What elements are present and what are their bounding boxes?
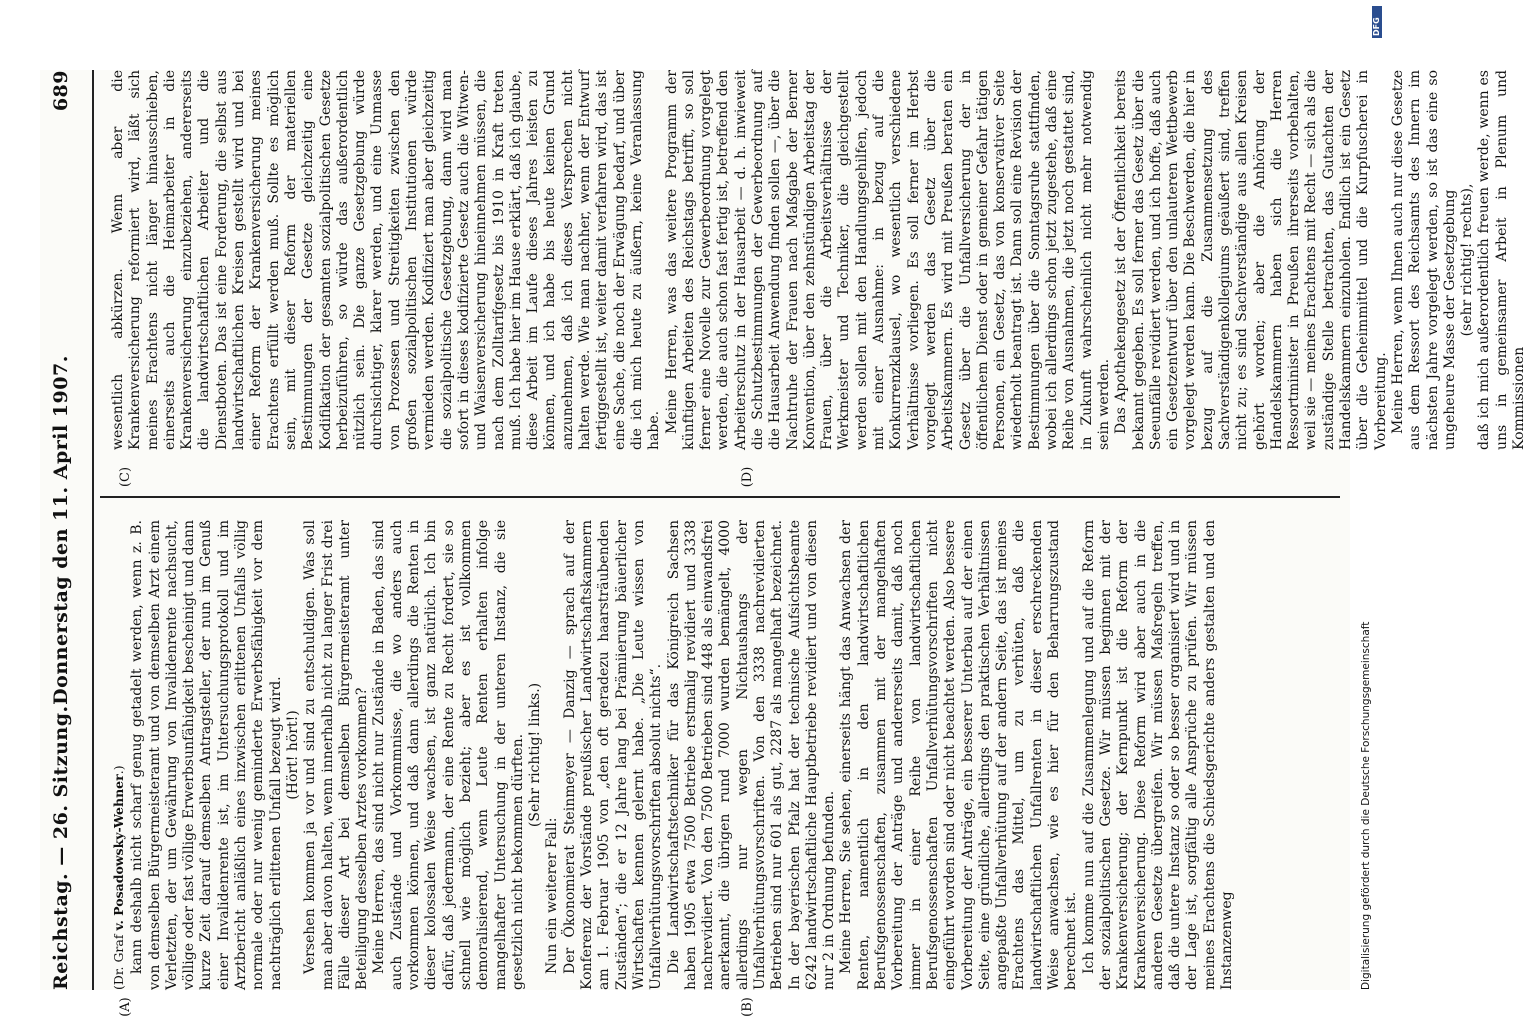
paragraph: daß ich mich außerordentlich freuen werde, wenn es uns in gemeinsamer Arbeit in Plenum und Kommissionen <box>1476 70 1528 450</box>
speaker-suffix: .) <box>111 765 126 775</box>
paragraph: Meine Herren, Sie sehen, einerseits hängt das Anwachsen der Renten, namentlich in den landwirtschaftlichen Berufsgenossenschaften, zusammen mit der mangelhaften Vorbereitung der Anträge und andererseits damit, daß noch immer in einer Reihe von landwirtschaftlichen Berufsgenossenschaften Unfallverhütungsvorschriften nicht eingeführt worden sind oder nicht beachtet werden. Also bessere Vorbereitung der Anträge, ein besserer Unterbau auf der einen Seite, eine gründliche, allerdings den praktischen Verhältnissen angepaßte Unfallverhütung auf der andern Seite, das ist meines Erachtens das Mittel, um zu verhüten, daß die landwirtschaftlichen Unfallrenten in dieser erschreckenden Weise anwachsen, wie es hier für den Beharrungszustand berechnet ist. <box>838 520 1080 990</box>
dfg-logo-text: DFG <box>1372 17 1381 36</box>
header-date: Donnerstag den 11. April 1907. <box>50 355 72 705</box>
paragraph: Das Apothekengesetz ist der Öffentlichkeit bereits bekannt gegeben. Es soll ferner das Gesetz über die Seeunfälle revidiert werden, und ich hoffe, daß auch ein Gesetzentwurf über den unlauteren Wettbewerb vorgelegt werden kann. Die Beschwerden, die hier in bezug auf die Zusammensetzung des Sachverständigenkollegiums geäußert sind, treffen nicht zu; es sind Sachverständige aus allen Kreisen gehört worden; aber die Anhörung der Handelskammern haben sich die Herren Ressortminister in Preußen ihrerseits vorbehalten, weil sie — meines Erachtens mit Recht — sich als die zuständige Stelle betrachten, das Gutachten der Handelskammern einzuholen. Endlich ist ein Gesetz über die Geheimmittel und die Kurpfuscherei in Vorbereitung. <box>1113 70 1389 450</box>
margin-marker-b: (B) <box>740 997 755 1017</box>
paragraph: Meine Herren, wenn Ihnen auch nur diese Gesetze aus dem Ressort des Reichsamts des Innern im nächsten Jahre vorgelegt werden, so ist das eine so ungeheure Masse der Gesetzgebung <box>1389 70 1458 450</box>
paragraph: Meine Herren, was das weitere Programm der künftigen Arbeiten des Reichstags betrifft, so soll ferner eine Novelle zur Gewerbeordnung vorgelegt werden, die auch schon fast fertig ist, betreffend den Arbeiterschutz in der Hausarbeit — d. h. inwieweit die Schutzbestimmungen der Gewerbeordnung auf die Hausarbeit Anwendung finden sollen —, über die Nachtruhe der Frauen nach Maßgabe der Berner Konvention, über den zehnstündigen Arbeitstag der Frauen, über die Arbeitsverhältnisse der Werkmeister und Techniker, die gleichgestellt werden sollen mit den Handlungsgehilfen, jedoch mit einer Ausnahme: in bezug auf die Konkurrenzklausel, wo wesentlich verschiedene Verhältnisse vorliegen. Es soll ferner im Herbst vorgelegt werden das Gesetz über die Arbeitskammern. Es wird mit Preußen beraten ein Gesetz über die Unfallversicherung der in öffentlichem Dienst oder in gemeiner Gefahr tätigen Personen, ein Gesetz, das von konservativer Seite wiederholt beantragt ist. Dann soll eine Revision der Bestimmungen über die Sonntagsruhe stattfinden, wobei ich allerdings schon jetzt zugestehe, daß eine Reihe von Ausnahmen, die jetzt noch gestattet sind, in Zukunft wahrscheinlich nicht mehr notwendig sein werden. <box>663 70 1112 450</box>
interjection: (Hört! hört!) <box>284 710 301 800</box>
interjection: (Sehr richtig! links.) <box>527 682 544 828</box>
paragraph: Ich komme nun auf die Zusammenlegung und auf die Reform der sozialpolitischen Gesetze. Wir müssen beginnen mit der Krankenversicherung; der Kernpunkt ist die Reform der Krankenversicherung. Diese Reform wird aber auch in die anderen Gesetze übergreifen. Wir müssen Maßregeln treffen, daß die untere Instanz so oder so besser organisiert wird und in der Lage ist, sorgfältig alle Ansprüche zu prüfen. Wir müssen meines Erachtens die Schiedsgerichte anders gestalten und den Instanzenweg <box>1080 520 1235 990</box>
column-divider <box>100 497 1340 499</box>
header-rule <box>92 70 94 990</box>
digitization-credit: Digitalisierung gefördert durch die Deutsche Forschungsgemeinschaft <box>1360 621 1372 990</box>
speaker-prefix: (Dr. Graf <box>111 930 126 990</box>
paragraph: kann deshalb nicht scharf genug getadelt werden, wenn z. B. von demselben Bürgermeisteramt und von demselben Arzt einem Verletzten, der um Gewährung von Invalidenrente nachsucht, völlige oder fast völlige Erwerbsunfähigkeit bescheinigt und dann kurze Zeit darauf demselben Antragsteller, der nun im Genuß einer Invalidenrente ist, im Untersuchungsprotokoll und im Arztbericht anläßlich eines inzwischen erlittenen Unfalls völlig normale oder nur wenig geminderte Erwerbsfähigkeit vor dem nachträglich erlittenen Unfall bezeugt wird. <box>129 520 284 990</box>
header-left: Reichstag. — 26. Sitzung. <box>50 705 72 990</box>
left-column <box>110 520 1340 990</box>
paragraph: Nun ein weiterer Fall: <box>544 817 561 974</box>
speaker-name: v. Posadowsky-Wehner <box>111 774 126 931</box>
margin-marker-c: (C) <box>118 466 133 488</box>
margin-marker-a: (A) <box>118 997 133 1017</box>
page-number: 689 <box>50 70 72 112</box>
paragraph: Versehen kommen ja vor und sind zu entschuldigen. Was soll man aber davon halten, wenn innerhalb nicht zu langer Frist drei Fälle dieser Art bei demselben Bürgermeisteramt unter Beteiligung desselben Arztes vorkommen? <box>302 520 371 990</box>
right-column <box>110 70 1528 450</box>
dfg-logo <box>1372 6 1382 38</box>
paragraph: Der Ökonomierat Steinmeyer — Danzig — sprach auf der Konferenz der Vorstände preußischer Landwirtschaftskammern am 1. Februar 1905 von „den oft geradezu haarsträubenden Zuständen“; die er 12 Jahre lang bei Prämiierung bäuerlicher Wirtschaften kennen gelernt habe. „Die Leute wissen von Unfallverhütungsvorschriften absolut nichts“. <box>561 520 665 990</box>
margin-marker-d: (D) <box>740 466 755 488</box>
paragraph: Die Landwirtschaftstechniker für das Königreich Sachsen haben 1905 etwa 7500 Betriebe erstmalig revidiert und 3338 nachrevidiert. Von den 7500 Betrieben sind 448 als einwandsfrei anerkannt, die übrigen rund 7000 wurden bemängelt, 4000 allerdings nur wegen Nichtaushangs der Unfallverhütungsvorschriften. Von den 3338 nachrevidierten Betrieben sind nur 601 als gut, 2287 als mangelhaft bezeichnet. In der bayerischen Pfalz hat der technische Aufsichtsbeamte 6242 landwirtschaftliche Hauptbetriebe revidiert und von diesen nur 2 in Ordnung befunden. <box>665 520 838 990</box>
paragraph: wesentlich abkürzen. Wenn aber die Krankenversicherung reformiert wird, läßt sich meines Erachtens nicht länger hinausschieben, einerseits auch die Heimarbeiter in die Krankenversicherung einzubeziehen, andererseits die landwirtschaftlichen Arbeiter und die Dienstboten. Das ist eine Forderung, die selbst aus landwirtschaftlichen Kreisen gestellt wird und bei einer Reform der Krankenversicherung meines Erachtens erfüllt werden muß. Sollte es möglich sein, mit dieser Reform der materiellen Bestimmungen der Gesetze gleichzeitig eine Kodifikation der gesamten sozialpolitischen Gesetze herbeizuführen, so würde das außerordentlich nützlich sein. Die ganze Gesetzgebung würde durchsichtiger, klarer werden, und eine Unmasse von Prozessen und Streitigkeiten zwischen den großen sozialpolitischen Institutionen würde vermieden werden. Kodifiziert man aber gleichzeitig die sozialpolitische Gesetzgebung, dann wird man sofort in dieses kodifizierte Gesetz auch die Witwen- und Waisenversicherung hineinnehmen müssen, die nach dem Zolltarifgesetz bis 1910 in Kraft treten muß. Ich habe hier im Hause erklärt, daß ich glaube, diese Arbeit im Laufe dieses Jahres leisten zu können, und ich habe bis heute keinen Grund anzunehmen, daß ich dieses Versprechen nicht halten werde. Wie man nachher, wenn der Entwurf fertiggestellt ist, weiter damit verfahren wird, das ist eine Sache, die noch der Erwägung bedarf, und über die ich mich heute zu äußern, keine Veranlassung habe. <box>110 70 663 450</box>
speaker-line <box>110 520 127 990</box>
paragraph: Meine Herren, das sind nicht nur Zustände in Baden, das sind auch Zustände und Vorkommnisse, die wo anders auch vorkommen können, und daß dann allerdings die Renten in dieser kolossalen Weise wachsen, ist ganz natürlich. Ich bin dafür, daß jedermann, der eine Rente zu Recht fordert, sie so schnell wie möglich bezieht; aber es ist vollkommen demoralisierend, wenn Leute Renten erhalten infolge mangelhafter Untersuchung in der unteren Instanz, die sie gesetzlich nicht bekommen dürften. <box>371 520 526 990</box>
interjection: (sehr richtig! rechts), <box>1459 183 1476 337</box>
